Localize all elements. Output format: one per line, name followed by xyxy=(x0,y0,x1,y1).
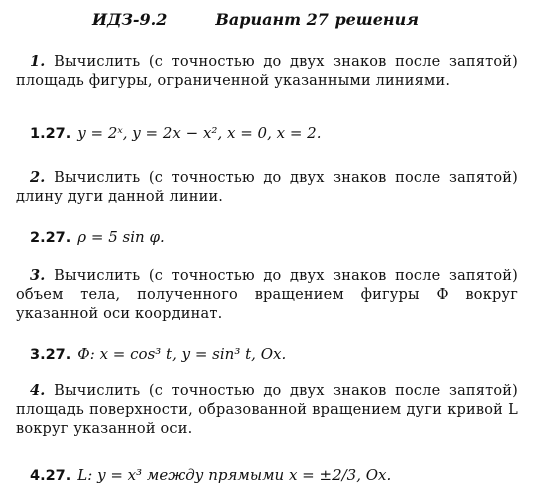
formula-3 xyxy=(30,345,286,363)
document-header xyxy=(92,10,419,29)
formula-number: 1.27. xyxy=(30,126,72,142)
formula-number: 2.27. xyxy=(30,230,72,246)
task-1 xyxy=(16,52,518,91)
task-number: 1. xyxy=(30,53,46,70)
formula-number: 4.27. xyxy=(30,468,72,484)
task-3 xyxy=(16,266,518,324)
formula-expression: Ф: x = cos³ t, y = sin³ t, Ox. xyxy=(77,345,287,363)
task-4 xyxy=(16,381,518,439)
task-text: Вычислить (с точностью до двух знаков после запятой) длину дуги данной линии. xyxy=(16,170,518,205)
formula-2 xyxy=(30,228,165,246)
formula-4 xyxy=(30,466,391,484)
task-number: 2. xyxy=(30,169,46,186)
task-text: Вычислить (с точностью до двух знаков после запятой) объем тела, полученного вращением фигуры Ф вокруг указанной оси координат. xyxy=(16,268,518,322)
formula-number: 3.27. xyxy=(30,347,72,363)
variant-label: Вариант 27 решения xyxy=(215,10,419,29)
formula-expression: y = 2ˣ, y = 2x − x², x = 0, x = 2. xyxy=(77,124,322,142)
formula-expression: L: y = x³ между прямыми x = ±2/3, Ox. xyxy=(77,466,392,484)
formula-1 xyxy=(30,124,322,142)
task-2 xyxy=(16,168,518,207)
task-text: Вычислить (с точностью до двух знаков после запятой) площадь фигуры, ограниченной указанными линиями. xyxy=(16,54,518,89)
formula-expression: ρ = 5 sin φ. xyxy=(77,228,165,246)
task-number: 4. xyxy=(30,382,46,399)
document-title: ИДЗ-9.2 xyxy=(92,10,168,29)
task-number: 3. xyxy=(30,267,46,284)
task-text: Вычислить (с точностью до двух знаков после запятой) площадь поверхности, образованной вращением дуги кривой L вокруг указанной оси. xyxy=(16,383,518,437)
